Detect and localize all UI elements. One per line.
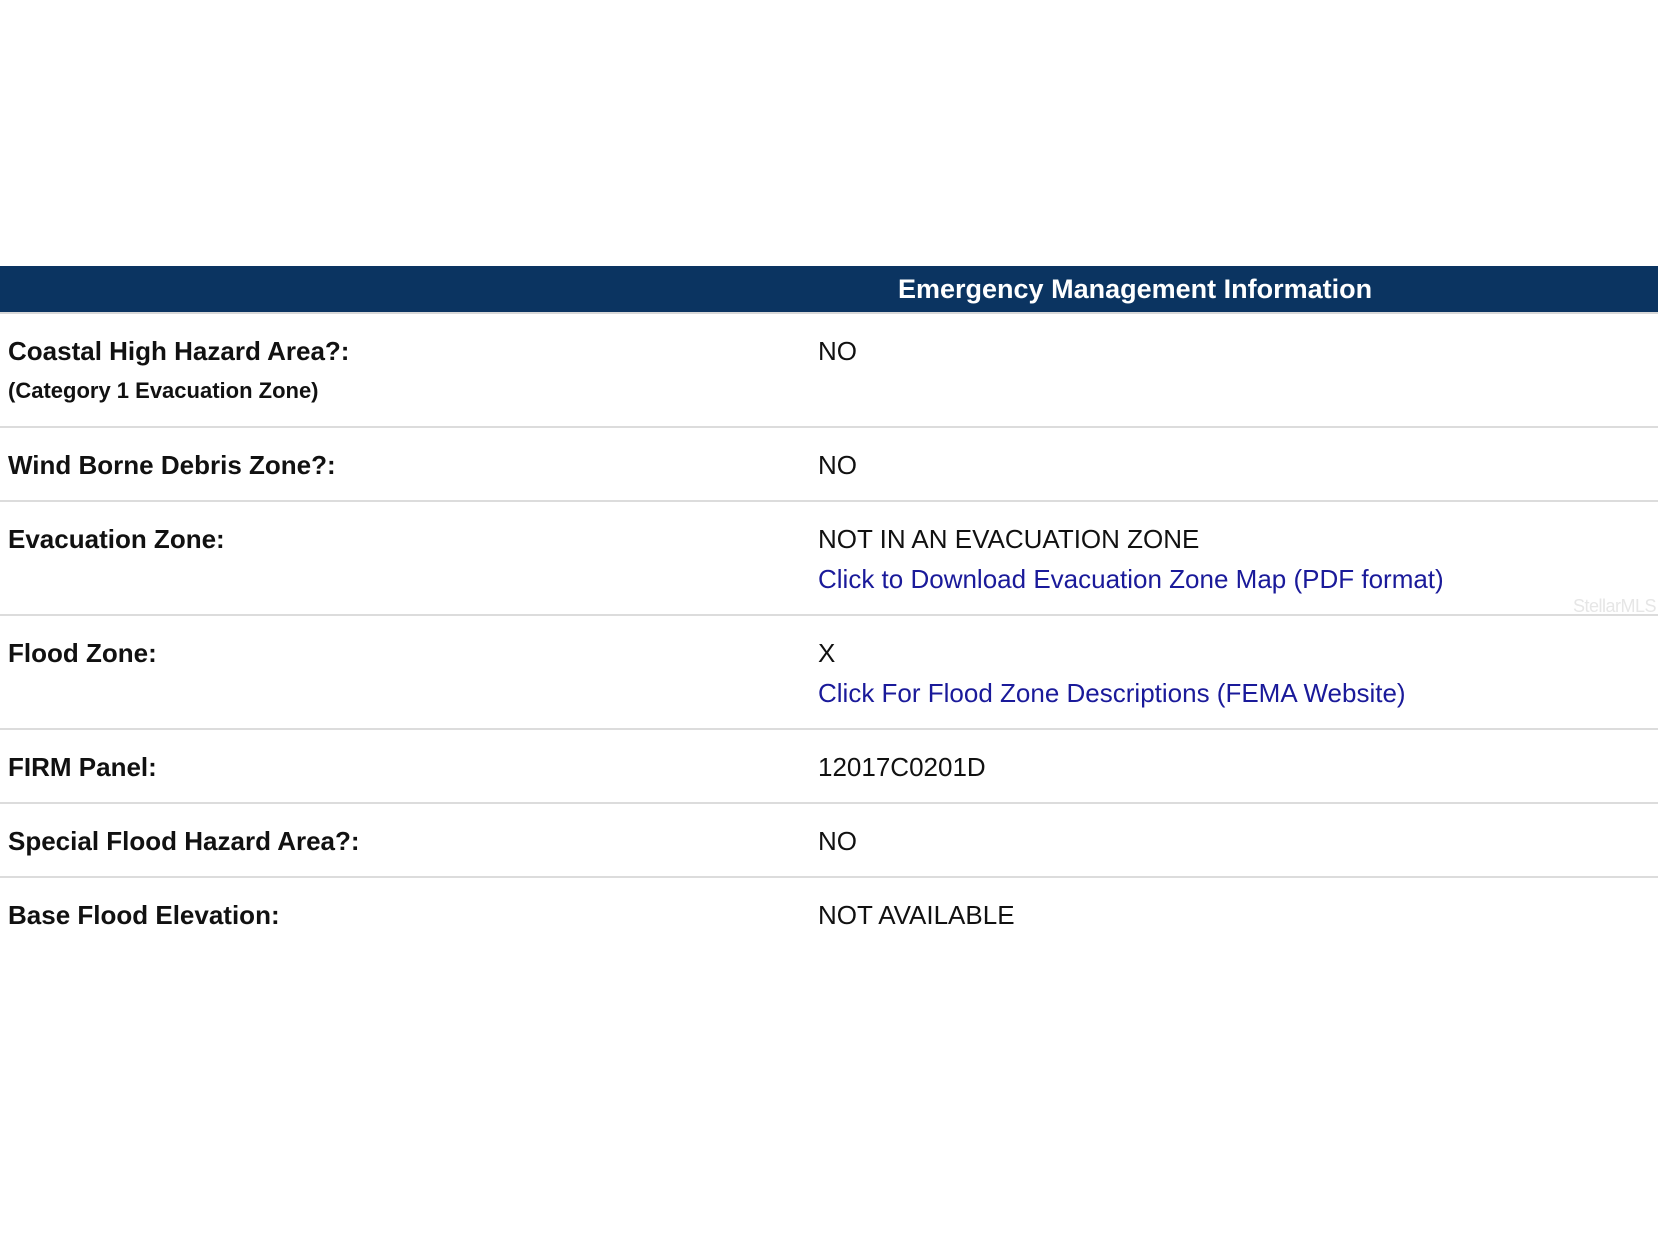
coastal-high-hazard-value-text: NO bbox=[818, 336, 857, 366]
firm-panel-value: 12017C0201D bbox=[818, 752, 986, 782]
row-coastal-high-hazard bbox=[0, 314, 1658, 428]
evacuation-zone-value bbox=[818, 522, 1444, 596]
coastal-high-hazard-value bbox=[818, 334, 857, 368]
special-flood-hazard-label: Special Flood Hazard Area?: bbox=[8, 826, 360, 856]
special-flood-hazard-value: NO bbox=[818, 826, 857, 856]
evacuation-zone-map-link[interactable]: Click to Download Evacuation Zone Map (PDF format) bbox=[818, 564, 1444, 594]
row-flood-zone bbox=[0, 616, 1658, 730]
row-base-flood-elevation bbox=[0, 878, 1658, 952]
flood-zone-value bbox=[818, 636, 1406, 710]
flood-zone-label: Flood Zone: bbox=[8, 638, 157, 668]
panel-header bbox=[0, 266, 1658, 314]
flood-zone-descriptions-link[interactable]: Click For Flood Zone Descriptions (FEMA Website) bbox=[818, 678, 1406, 708]
evacuation-zone-value-text: NOT IN AN EVACUATION ZONE bbox=[818, 524, 1200, 554]
watermark: StellarMLS bbox=[1572, 596, 1656, 616]
flood-zone-value-text: X bbox=[818, 638, 836, 668]
evacuation-zone-label: Evacuation Zone: bbox=[8, 524, 225, 554]
wind-borne-debris-value: NO bbox=[818, 450, 857, 480]
coastal-high-hazard-sublabel: (Category 1 Evacuation Zone) bbox=[8, 378, 319, 403]
row-special-flood-hazard bbox=[0, 804, 1658, 878]
coastal-high-hazard-label bbox=[8, 334, 349, 406]
panel-title: Emergency Management Information bbox=[898, 274, 1373, 304]
row-evacuation-zone bbox=[0, 502, 1658, 616]
wind-borne-debris-label: Wind Borne Debris Zone?: bbox=[8, 450, 336, 480]
row-wind-borne-debris bbox=[0, 428, 1658, 502]
firm-panel-label: FIRM Panel: bbox=[8, 752, 157, 782]
emergency-management-panel bbox=[0, 266, 1658, 952]
base-flood-elevation-value: NOT AVAILABLE bbox=[818, 900, 1015, 930]
row-firm-panel bbox=[0, 730, 1658, 804]
base-flood-elevation-label: Base Flood Elevation: bbox=[8, 900, 280, 930]
coastal-high-hazard-label-text: Coastal High Hazard Area?: bbox=[8, 336, 350, 366]
